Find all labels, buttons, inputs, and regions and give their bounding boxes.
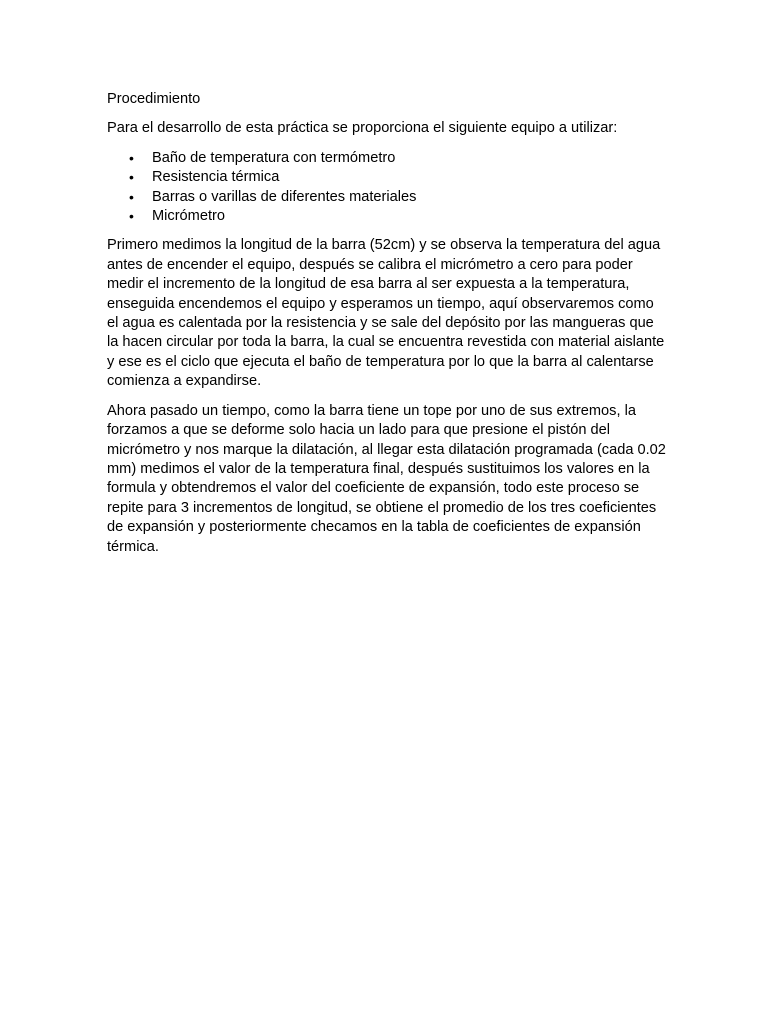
body-paragraph-1: Primero medimos la longitud de la barra (52cm) y se observa la temperatura del agua antes de encender el equipo, después se calibra el micrómetro a cero para poder medir el incremento de la longitud de esa barra al ser expuesta a la temperatura, enseguida encendemos el equipo y esperamos un tiempo, aquí observaremos como el agua es calentada por la resistencia y se sale del depósito por las mangueras que la hacen circular por toda la barra, la cual se encuentra revestida con material aislante y ese es el ciclo que ejecuta el baño de temperatura por lo que la barra al calentarse comienza a expandirse.: [107, 237, 665, 390]
list-item: [107, 188, 667, 207]
bullet-icon: •: [129, 169, 134, 186]
intro-paragraph: Para el desarrollo de esta práctica se proporciona el siguiente equipo a utilizar:: [107, 120, 618, 137]
document-page: [107, 90, 667, 567]
list-item: [107, 168, 667, 187]
bullet-icon: •: [129, 149, 134, 166]
list-item-text: Barras o varillas de diferentes materiales: [152, 188, 417, 205]
list-item-text: Micrómetro: [152, 208, 225, 225]
list-item-text: Resistencia térmica: [152, 169, 280, 186]
bullet-icon: •: [129, 188, 134, 205]
section-heading: Procedimiento: [107, 91, 201, 107]
equipment-list: [107, 149, 667, 227]
body-paragraph-2: Ahora pasado un tiempo, como la barra tiene un tope por uno de sus extremos, la forzamos a que se deforme solo hacia un lado para que presione el pistón del micrómetro y nos marque la dilatación, al llegar esta dilatación programada (cada 0.02 mm) medimos el valor de la temperatura final, después sustituimos los valores en la formula y obtendremos el valor del coeficiente de expansión, todo este proceso se repite para 3 incrementos de longitud, se obtiene el promedio de los tres coeficientes de expansión y posteriormente checamos en la tabla de coeficientes de expansión térmica.: [107, 402, 666, 555]
bullet-icon: •: [129, 208, 134, 225]
list-item-text: Baño de temperatura con termómetro: [152, 149, 396, 166]
list-item: [107, 149, 667, 168]
list-item: [107, 207, 667, 226]
